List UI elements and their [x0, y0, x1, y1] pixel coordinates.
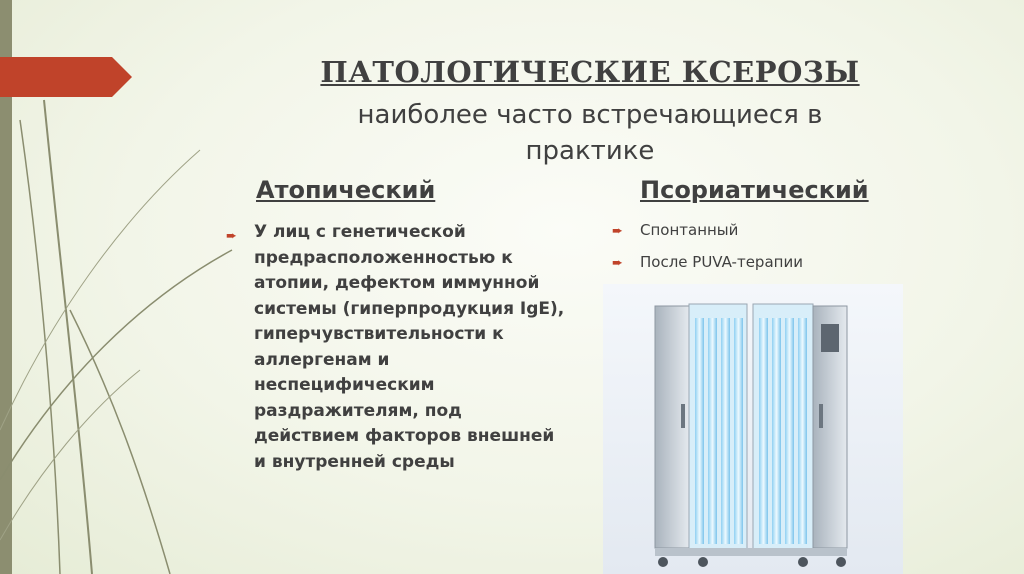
subtitle-line-1: наиболее часто встречающиеся в	[357, 100, 823, 130]
arrow-right-bullet-icon: ➨	[612, 224, 623, 239]
title-block	[240, 55, 940, 169]
list-item	[612, 252, 912, 272]
list-item-text: Спонтанный	[640, 221, 739, 239]
list-item	[612, 220, 912, 240]
list-item-text: У лиц с генетической предрасположенностью к атопии, дефектом иммунной системы (гиперпродукция IgE), гиперчувствительности к аллергенам и неспецифическим раздражителям, под действием факторов внешней и внутренней среды	[254, 222, 565, 472]
atopic-list	[226, 220, 566, 475]
arrow-right-bullet-icon: ➨	[612, 256, 623, 271]
uv-therapy-cabinet-image	[603, 284, 903, 574]
slide-title: ПАТОЛОГИЧЕСКИЕ КСЕРОЗЫ	[320, 55, 860, 89]
heading-psoriatic: Псориатический	[640, 176, 869, 204]
subtitle-line-2: практике	[525, 136, 655, 166]
arrow-right-bullet-icon: ➨	[226, 229, 237, 244]
heading-atopic: Атопический	[256, 176, 436, 204]
title-arrow-tab	[0, 57, 134, 97]
psoriatic-list	[612, 220, 912, 284]
slide-subtitle	[240, 97, 940, 169]
list-item	[226, 220, 566, 475]
list-item-text: После PUVA-терапии	[640, 253, 803, 271]
